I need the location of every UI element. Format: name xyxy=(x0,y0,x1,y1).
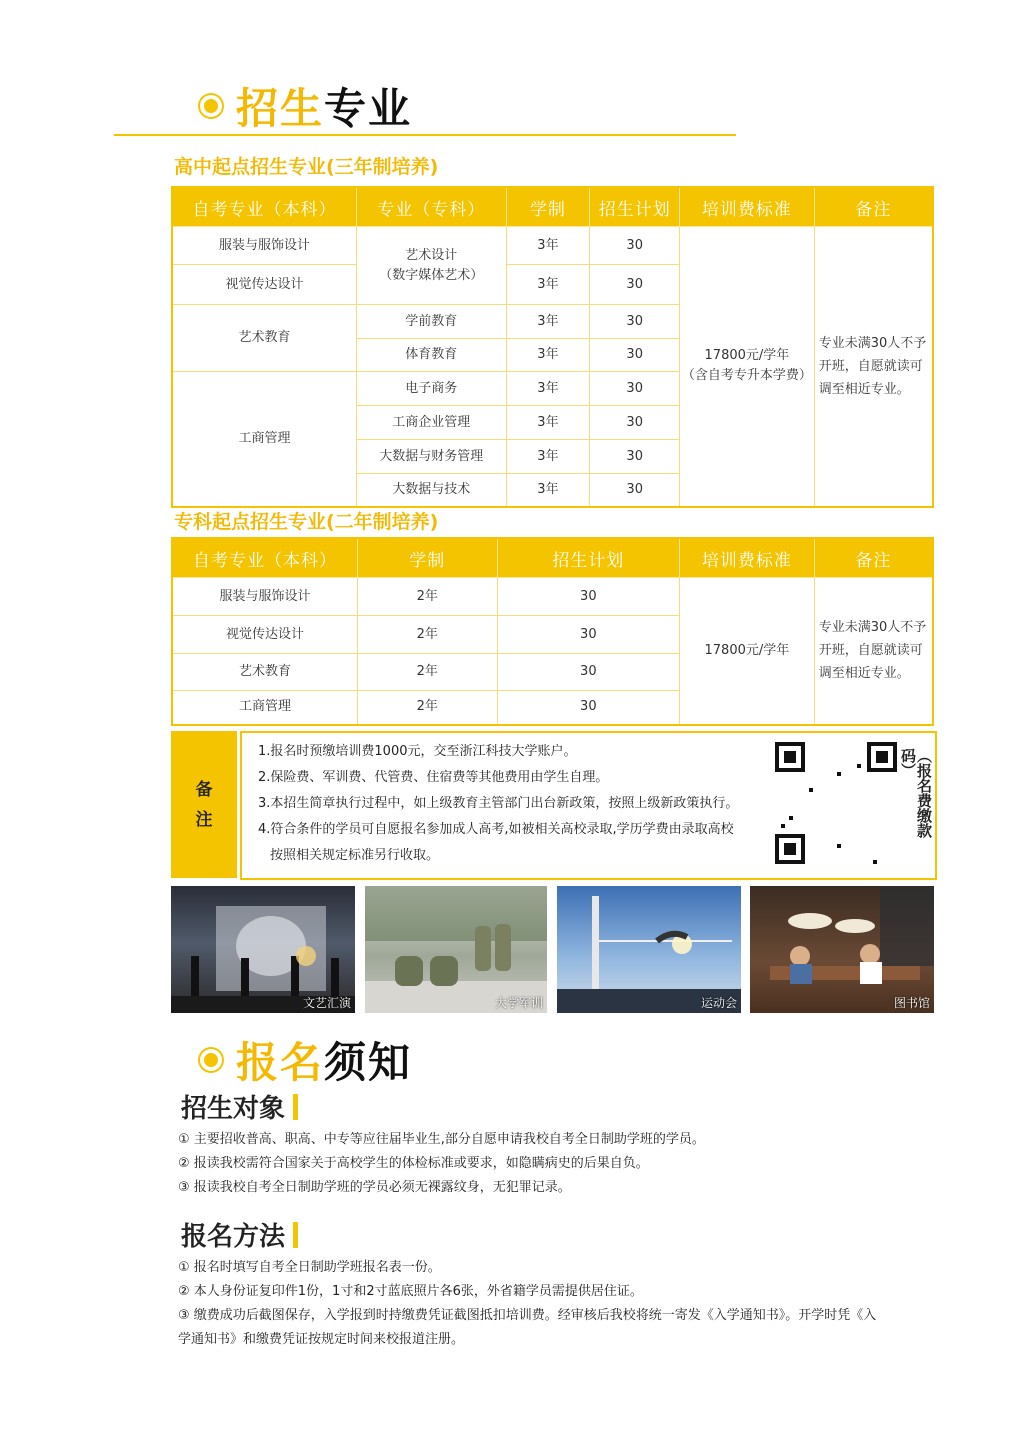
list-item: 学通知书》和缴费凭证按规定时间来校报道注册。 xyxy=(178,1332,465,1347)
table-cell: 30 xyxy=(497,578,679,616)
photo-caption: 大学军训 xyxy=(494,996,543,1010)
table1-header: 自考专业（本科） xyxy=(172,187,356,227)
table-cell: 3年 xyxy=(506,440,590,474)
list-item: ③ 缴费成功后截图保存，入学报到时持缴费凭证截图抵扣培训费。经审核后我校将统一寄发《入学通知书》。开学时凭《入 xyxy=(178,1308,877,1323)
table-cell: 大数据与财务管理 xyxy=(356,440,506,474)
note-cell: 专业未满30人不予开班，自愿就读可调至相近专业。 xyxy=(814,578,933,725)
table-cell: 30 xyxy=(497,616,679,654)
list-item: ② 报读我校需符合国家关于高校学生的体检标准或要求，如隐瞒病史的后果自负。 xyxy=(178,1156,649,1171)
table-cell: 艺术教育 xyxy=(172,654,358,691)
fee-cell: 17800元/学年 xyxy=(680,578,815,725)
table1-header: 招生计划 xyxy=(590,187,680,227)
table-cell: 2年 xyxy=(358,578,498,616)
list-item: ① 报名时填写自考全日制助学班报名表一份。 xyxy=(178,1260,441,1275)
table2 xyxy=(171,537,934,726)
table-cell: 工商企业管理 xyxy=(356,406,506,440)
photo-caption: 运动会 xyxy=(700,996,737,1010)
table-cell: 30 xyxy=(590,474,680,507)
table-cell: 3年 xyxy=(506,406,590,440)
table-cell: 30 xyxy=(497,691,679,725)
table-cell: 体育教育 xyxy=(356,339,506,372)
table-cell: 大数据与技术 xyxy=(356,474,506,507)
table1-header: 培训费标准 xyxy=(680,187,815,227)
table1 xyxy=(171,186,934,508)
table-cell: 30 xyxy=(590,265,680,305)
table-cell: 3年 xyxy=(506,265,590,305)
list-item: ② 本人身份证复印件1份，1寸和2寸蓝底照片各6张，外省籍学员需提供居住证。 xyxy=(178,1284,643,1299)
list-item: ① 主要招收普高、职高、中专等应往届毕业生,部分自愿申请我校自考全日制助学班的学员。 xyxy=(178,1132,705,1147)
remark-item: 1.报名时预缴培训费1000元，交至浙江科技大学账户。 xyxy=(258,744,577,759)
table-cell: 30 xyxy=(590,339,680,372)
table-cell: 30 xyxy=(590,305,680,339)
title-rest: 专业 xyxy=(324,84,413,133)
table1-header: 学制 xyxy=(506,187,590,227)
table-cell: 艺术教育 xyxy=(172,305,356,372)
heading-bar xyxy=(293,1094,298,1120)
table-cell: 工商管理 xyxy=(172,691,358,725)
table1-header: 备注 xyxy=(814,187,933,227)
table-cell: 30 xyxy=(590,440,680,474)
photo-library xyxy=(750,886,934,1013)
method-list xyxy=(178,1256,958,1352)
table1-header: 专业（专科） xyxy=(356,187,506,227)
table-cell: 学前教育 xyxy=(356,305,506,339)
table-cell: 3年 xyxy=(506,339,590,372)
remark-item: 3.本招生简章执行过程中，如上级教育主管部门出台新政策，按照上级新政策执行。 xyxy=(258,796,739,811)
method-heading: 报名方法 xyxy=(181,1216,298,1253)
divider xyxy=(114,134,736,136)
photo-caption: 图书馆 xyxy=(893,996,930,1010)
photo-caption: 文艺汇演 xyxy=(302,996,351,1010)
table2-header: 招生计划 xyxy=(497,538,679,578)
remarks-list xyxy=(258,739,768,869)
table-cell: 30 xyxy=(590,372,680,406)
targets-list xyxy=(178,1128,958,1200)
remark-item: 按照相关规定标准另行收取。 xyxy=(270,848,440,863)
payment-qr-code-icon[interactable] xyxy=(775,742,897,864)
table-cell: 电子商务 xyxy=(356,372,506,406)
table-cell: 3年 xyxy=(506,227,590,265)
table-cell: 3年 xyxy=(506,474,590,507)
table-cell: 视觉传达设计 xyxy=(172,616,358,654)
table-cell: 服装与服饰设计 xyxy=(172,227,356,265)
table2-subtitle: 专科起点招生专业(二年制培养) xyxy=(174,511,439,533)
section-title-notice xyxy=(200,1030,412,1090)
section-title-majors xyxy=(200,76,412,136)
heading-bar xyxy=(293,1222,298,1248)
table-cell: 2年 xyxy=(358,616,498,654)
remark-item: 4.符合条件的学员可自愿报名参加成人高考,如被相关高校录取,学历学费由录取高校 xyxy=(258,822,734,837)
table-cell: 工商管理 xyxy=(172,372,356,507)
title-highlight: 报名 xyxy=(236,1038,325,1087)
qr-caption: （报名费缴款码） xyxy=(899,748,933,838)
table2-header: 备注 xyxy=(814,538,933,578)
table-cell: 3年 xyxy=(506,305,590,339)
table2-header: 学制 xyxy=(358,538,498,578)
fee-cell: 17800元/学年 （含自考专升本学费） xyxy=(680,227,815,507)
title-rest: 须知 xyxy=(324,1038,413,1087)
table-cell: 3年 xyxy=(506,372,590,406)
targets-heading: 招生对象 xyxy=(181,1088,298,1125)
title-highlight: 招生 xyxy=(236,84,325,133)
photo-stage xyxy=(171,886,355,1013)
bullet-circle-icon xyxy=(200,95,222,117)
bullet-circle-icon xyxy=(200,1049,222,1071)
table1-subtitle: 高中起点招生专业(三年制培养) xyxy=(174,156,439,178)
remark-item: 2.保险费、军训费、代管费、住宿费等其他费用由学生自理。 xyxy=(258,770,609,785)
photo-training xyxy=(365,886,547,1013)
table2-header: 自考专业（本科） xyxy=(172,538,358,578)
table-cell: 2年 xyxy=(358,654,498,691)
table-cell: 30 xyxy=(590,406,680,440)
table-cell: 服装与服饰设计 xyxy=(172,578,358,616)
table2-header: 培训费标准 xyxy=(680,538,815,578)
table-cell: 视觉传达设计 xyxy=(172,265,356,305)
table-cell: 30 xyxy=(497,654,679,691)
table-cell: 艺术设计 （数字媒体艺术） xyxy=(356,227,506,305)
note-cell: 专业未满30人不予开班，自愿就读可调至相近专业。 xyxy=(814,227,933,507)
list-item: ③ 报读我校自考全日制助学班的学员必须无裸露纹身，无犯罪记录。 xyxy=(178,1180,571,1195)
remarks-label: 备 注 xyxy=(171,731,237,878)
table-cell: 30 xyxy=(590,227,680,265)
table-cell: 2年 xyxy=(358,691,498,725)
photo-sports xyxy=(557,886,741,1013)
